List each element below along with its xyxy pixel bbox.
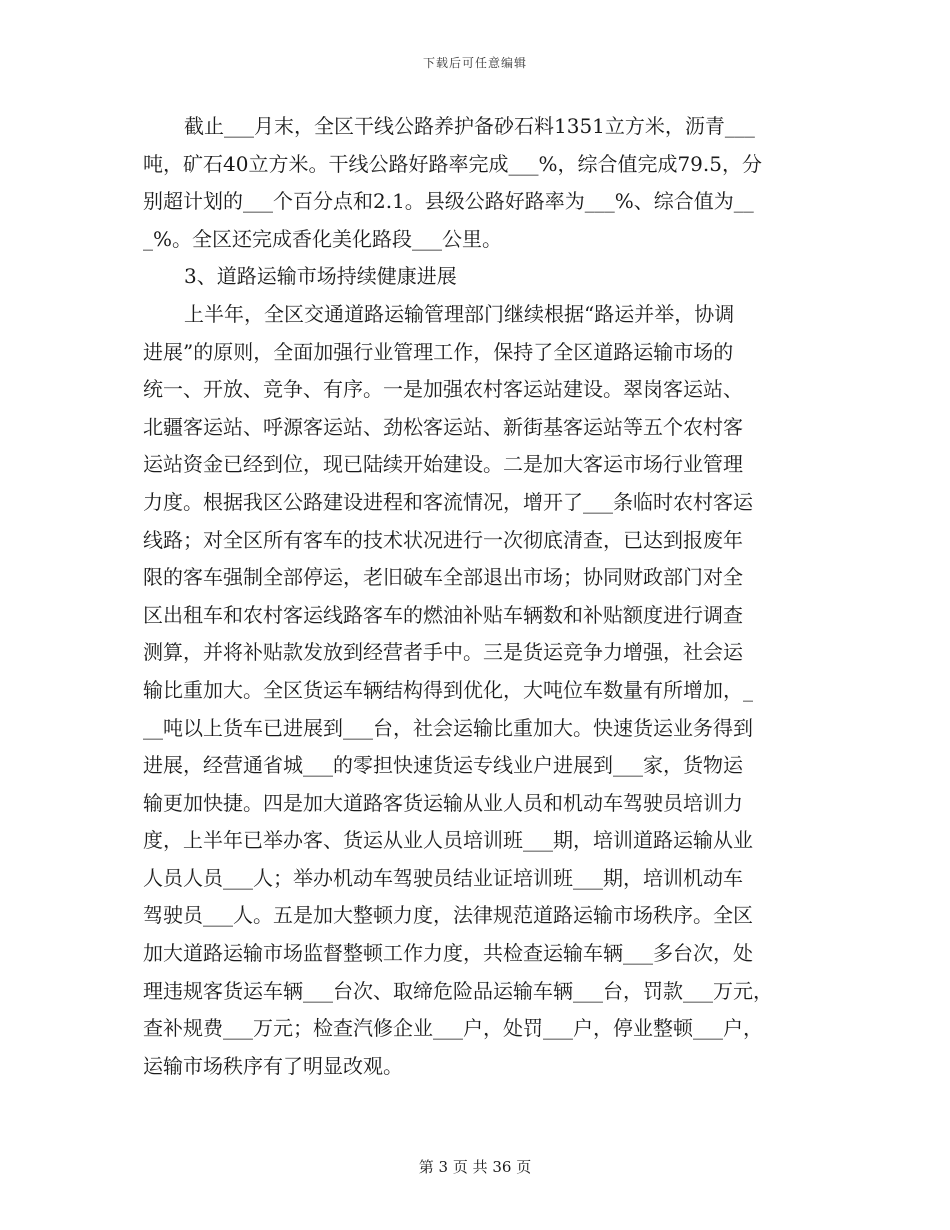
text-line: 限的客车强制全部停运，老旧破车全部退出市场；协同财政部门对全: [143, 565, 743, 590]
text-line: 上半年，全区交通道路运输管理部门继续根据“路运并举，协调: [184, 301, 735, 326]
text-line: 区出租车和农村客运线路客车的燃油补贴车辆数和补贴额度进行调查: [143, 602, 743, 627]
text-line: 别超计划的___个百分点和2.1。县级公路好路率为___%、综合值为__: [143, 189, 754, 214]
text-line: 北疆客运站、呼源客运站、劲松客运站、新街基客运站等五个农村客: [143, 414, 743, 439]
text-line: 力度。根据我区公路建设进程和客流情况，增开了___条临时农村客运: [143, 489, 753, 514]
text-line: 进展，经营通省城___的零担快速货运专线业户进展到___家，货物运: [143, 753, 743, 778]
document-body: [143, 108, 813, 1085]
text-line: 度，上半年已举办客、货运从业人员培训班___期，培训道路运输从业: [143, 828, 753, 853]
text-line: _%。全区还完成香化美化路段___公里。: [143, 226, 503, 251]
text-line: 查补规费___万元；检查汽修企业___户，处罚___户，停业整顿___户，: [143, 1016, 763, 1041]
text-line: 理违规客货运车辆___台次、取缔危险品运输车辆___台，罚款___万元，: [143, 978, 773, 1003]
text-line: 驾驶员___人。五是加大整顿力度，法律规范道路运输市场秩序。全区: [143, 903, 753, 928]
text-line: 截止___月末，全区干线公路养护备砂石料1351立方米，沥青___: [184, 114, 755, 138]
section-heading: 3、道路运输市场持续健康进展: [184, 264, 457, 289]
text-line: 统一、开放、竞争、有序。一是加强农村客运站建设。翠岗客运站、: [143, 377, 743, 402]
text-line: 吨，矿石40立方米。干线公路好路率完成___%，综合值完成79.5，分: [143, 151, 762, 176]
text-line: 输比重加大。全区货运车辆结构得到优化，大吨位车数量有所增加，_: [143, 677, 753, 702]
page-header: 下载后可任意编辑: [422, 56, 527, 70]
text-line: 进展”的原则，全面加强行业管理工作，保持了全区道路运输市场的: [143, 339, 734, 364]
text-line: 运输市场秩序有了明显改观。: [143, 1053, 403, 1078]
page-number: 第 3 页 共 36 页: [418, 1158, 532, 1176]
text-line: 测算，并将补贴款发放到经营者手中。三是货运竞争力增强，社会运: [143, 640, 743, 665]
text-line: 加大道路运输市场监督整顿工作力度，共检查运输车辆___多台次，处: [143, 941, 753, 966]
text-line: __吨以上货车已进展到___台，社会运输比重加大。快速货运业务得到: [143, 715, 753, 740]
text-line: 线路；对全区所有客车的技术状况进行一次彻底清查，已达到报废年: [143, 527, 743, 552]
text-line: 运站资金已经到位，现已陆续开始建设。二是加大客运市场行业管理: [143, 452, 743, 477]
text-line: 输更加快捷。四是加大道路客货运输从业人员和机动车驾驶员培训力: [143, 790, 743, 815]
text-line: 人员人员___人；举办机动车驾驶员结业证培训班___期，培训机动车: [143, 865, 743, 890]
